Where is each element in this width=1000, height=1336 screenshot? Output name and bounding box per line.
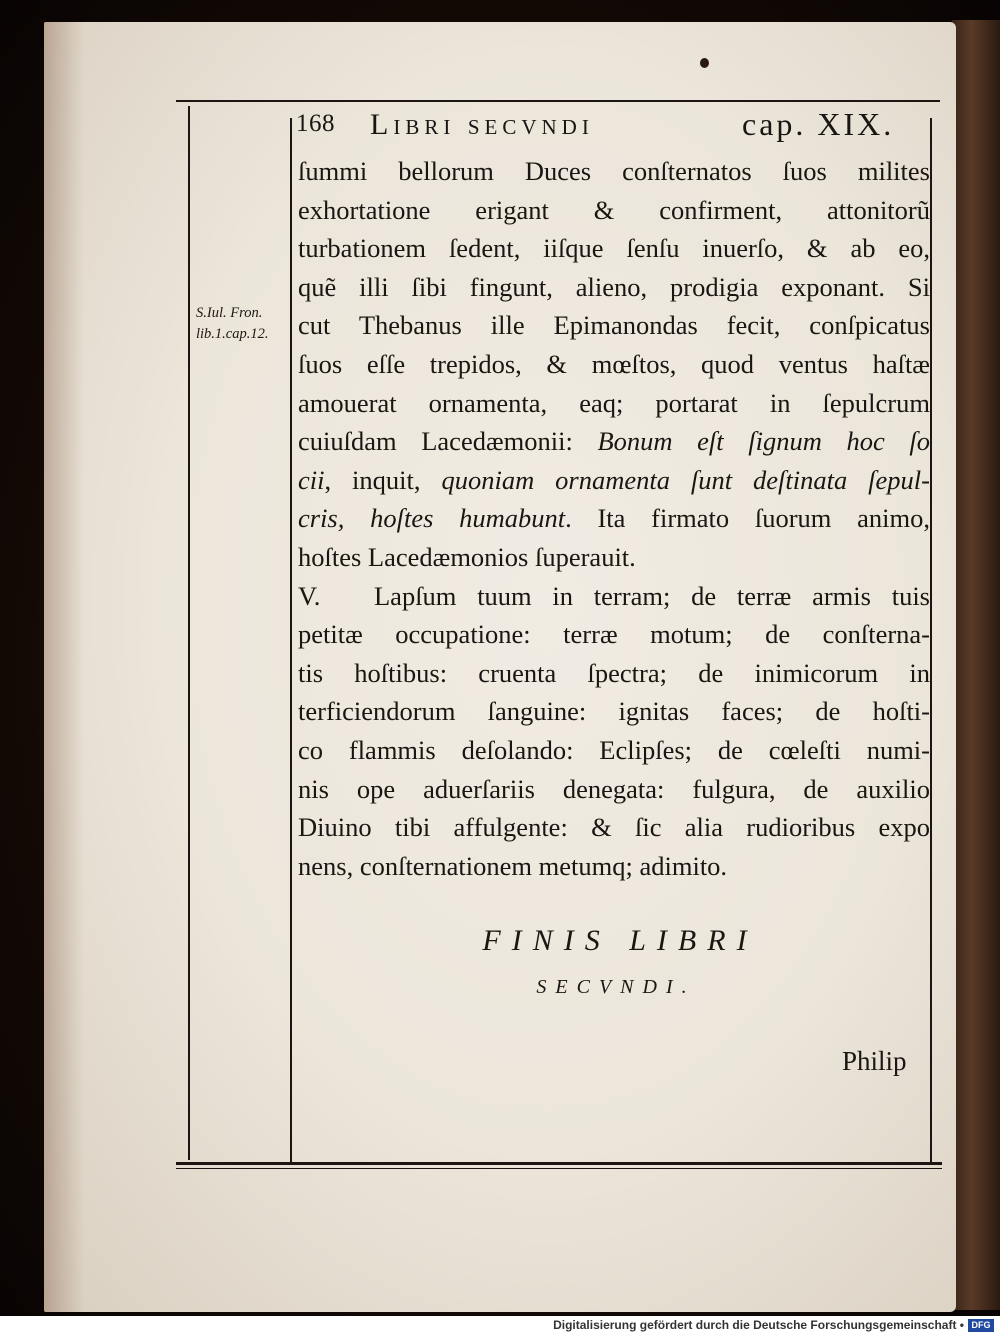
finis-line-1: FINIS LIBRI [482, 924, 758, 957]
text-line [298, 499, 930, 538]
frame-rule-top [176, 100, 940, 102]
text-segment: nens, conſternationem metumq; adimito. [298, 850, 728, 881]
text-segment: exhortatione erigant & confirment, attonitorũ [298, 194, 930, 225]
text-segment: cut Thebanus ille Epimanondas fecit, conſpicatus [298, 310, 930, 341]
dfg-logo: DFG [968, 1319, 994, 1332]
text-line [298, 306, 930, 345]
text-line [298, 229, 930, 268]
text-segment: cuiuſdam Lacedæmonii: [298, 426, 598, 457]
catchword: Philip [842, 1046, 907, 1076]
text-line [298, 345, 930, 384]
text-line [298, 770, 930, 809]
text-line [298, 152, 930, 191]
text-segment: . Ita firmato ſuorum animo, [565, 503, 930, 534]
text-segment: tis hoſtibus: cruenta ſpectra; de inimicorum in [298, 657, 930, 688]
running-head [292, 106, 928, 146]
frame-rule-margin-left [188, 106, 190, 1160]
chapter-number: cap. XIX. [742, 106, 895, 142]
text-segment: turbationem ſedent, iiſque ſenſu inuerſo, & ab eo, [298, 233, 930, 264]
digitization-credit: Digitalisierung gefördert durch die Deutsche Forschungsgemeinschaft • [553, 1318, 964, 1332]
text-line [298, 654, 930, 693]
frame-rule-bottom [176, 1162, 942, 1165]
text-line [298, 731, 930, 770]
marginal-citation-line: S.Iul. Fron. [196, 305, 263, 321]
italic-quote: cris, hoſtes humabunt [298, 503, 566, 534]
text-line [298, 461, 930, 500]
finis-line-2: SECVNDI. [536, 976, 696, 998]
text-line [298, 847, 930, 886]
text-segment: Lapſum tuum in terram; de terræ armis tuis [374, 580, 930, 611]
text-line [298, 384, 930, 423]
text-segment: nis ope aduerſariis denegata: fulgura, de auxilio [298, 773, 930, 804]
page-gutter-shadow [44, 22, 84, 1312]
text-line [298, 538, 930, 577]
text-line [298, 191, 930, 230]
digitization-footer [0, 1316, 1000, 1336]
section-label: V. [298, 580, 321, 611]
frame-rule-text-left [290, 118, 292, 1163]
text-segment: amouerat ornamenta, eaq; portarat in ſepulcrum [298, 387, 930, 418]
text-line [298, 422, 930, 461]
running-title: Libri secvndi [370, 108, 594, 141]
finis-colophon [300, 920, 930, 1004]
text-segment: ſuos eſſe trepidos, & mœſtos, quod ventus haſtæ [298, 348, 930, 379]
text-line [298, 808, 930, 847]
text-segment: ſummi bellorum Duces conſternatos ſuos milites [298, 156, 930, 186]
italic-quote: Bonum eſt ſignum hoc ſo [597, 426, 930, 457]
italic-quote: cii [298, 464, 325, 495]
text-segment: hoſtes Lacedæmonios ſuperauit. [298, 541, 636, 572]
text-segment: quẽ illi ſibi fingunt, alieno, prodigia exponant. Si [298, 271, 930, 302]
body-text [298, 152, 930, 885]
frame-rule-right [930, 118, 932, 1163]
text-segment: petitæ occupatione: terræ motum; de conſterna- [298, 619, 930, 650]
marginal-citation [196, 303, 290, 345]
marginal-citation-line: lib.1.cap.12. [196, 326, 269, 342]
text-line [298, 615, 930, 654]
text-segment: terficiendorum ſanguine: ignitas faces; de hoſti- [298, 696, 930, 727]
text-segment: Diuino tibi affulgente: & ſic alia rudioribus expo [298, 812, 930, 843]
text-line [298, 577, 930, 616]
page-number: 168 [296, 110, 335, 137]
text-line [298, 268, 930, 307]
text-line [298, 692, 930, 731]
book-spine [952, 20, 1000, 1310]
text-segment: , inquit, [324, 464, 442, 495]
italic-quote: quoniam ornamenta ſunt deſtinata ſepul- [441, 464, 930, 495]
text-segment: co flammis deſolando: Eclipſes; de cœleſti numi- [298, 734, 930, 765]
frame-rule-bottom-thin [176, 1168, 942, 1169]
ink-spot [700, 58, 709, 68]
